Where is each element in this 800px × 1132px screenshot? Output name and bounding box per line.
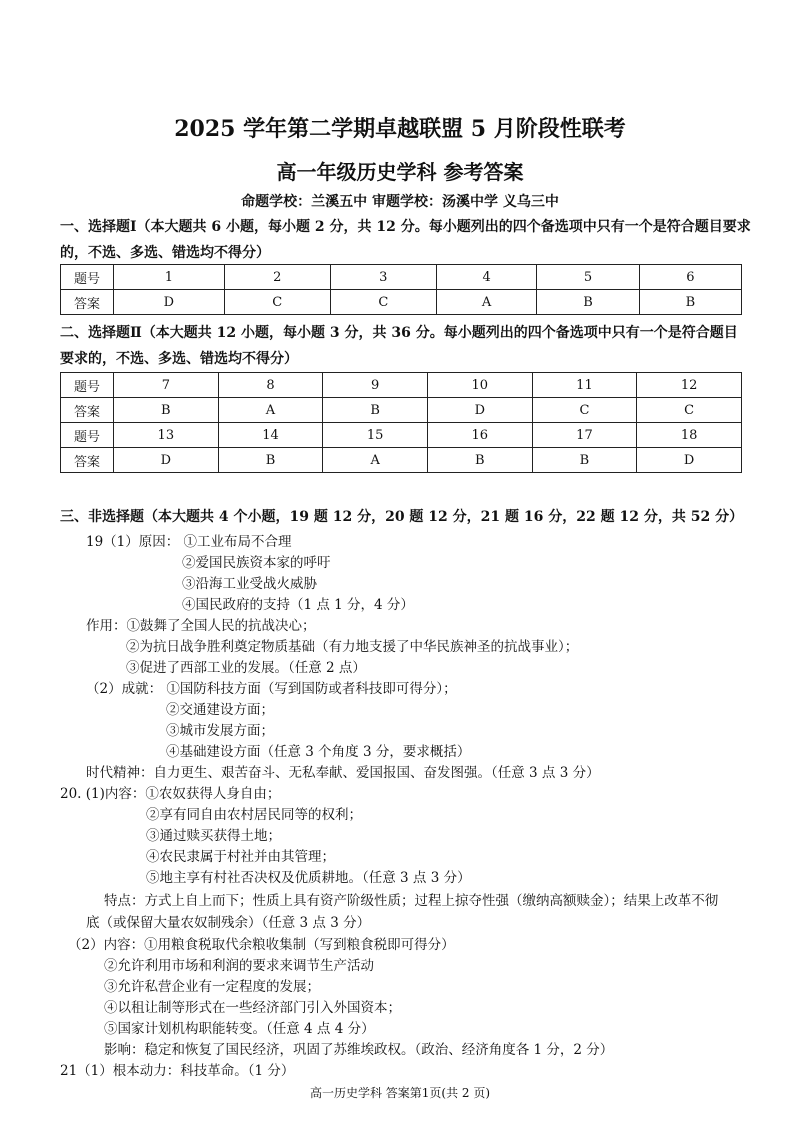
table-cell: B <box>218 448 323 473</box>
table-cell: 14 <box>218 423 323 448</box>
q19-reason: ④国民政府的支持（1 点 1 分，4 分） <box>182 597 414 613</box>
table-cell: B <box>114 398 219 423</box>
q20-content: ⑤地主享有村社否决权及优质耕地。（任意 3 点 3 分） <box>146 870 471 886</box>
table-cell: 10 <box>427 373 532 398</box>
table-cell: 2 <box>224 265 330 290</box>
section3-heading: 三、非选择题（本大题共 4 个小题，19 题 12 分，20 题 12 分，21 题 16 分，22 题 12 分，共 52 分） <box>60 509 744 525</box>
q19-achievement: （2）成就： ①国防科技方面（写到国防或者科技即可得分）； <box>86 681 457 697</box>
q19-effect: ②为抗日战争胜利奠定物质基础（有力地支援了中华民族神圣的抗战事业）； <box>126 639 579 655</box>
q19-reason: ③沿海工业受战火威胁 <box>182 576 317 592</box>
table-cell: 7 <box>114 373 219 398</box>
schools-line: 命题学校：兰溪五中 审题学校：汤溪中学 义乌三中 <box>241 194 559 210</box>
table-cell: C <box>330 290 436 315</box>
table-cell: 答案 <box>61 448 114 473</box>
table-row <box>61 423 742 448</box>
table-cell: A <box>218 398 323 423</box>
table-cell: 3 <box>330 265 436 290</box>
table-cell: 6 <box>639 265 741 290</box>
table-cell: 答案 <box>61 290 114 315</box>
table-cell: 12 <box>637 373 742 398</box>
page-subtitle: 高一年级历史学科 参考答案 <box>276 160 524 184</box>
q20-policy: （2）内容：①用粮食税取代余粮收集制（写到粮食税即可得分） <box>68 937 455 953</box>
q20-content: 20. (1)内容：①农奴获得人身自由； <box>60 786 281 802</box>
section2-heading: 二、选择题Ⅱ（本大题共 12 小题，每小题 3 分，共 36 分。每小题列出的四个备选项中只有一个是符合题目 <box>60 325 738 341</box>
q20-content: ③通过赎买获得土地； <box>146 828 281 844</box>
q20-policy: ⑤国家计划机构职能转变。（任意 4 点 4 分） <box>104 1021 375 1037</box>
table-cell: 15 <box>323 423 428 448</box>
q20-content: ②享有同自由农村居民同等的权利； <box>146 807 362 823</box>
table-row <box>61 265 742 290</box>
table-cell: 18 <box>637 423 742 448</box>
q19-reason: ②爱国民族资本家的呼吁 <box>182 555 331 571</box>
table-cell: 题号 <box>61 373 114 398</box>
q20-policy: ④以租让制等形式在一些经济部门引入外国资本； <box>104 1000 401 1016</box>
table-cell: B <box>639 290 741 315</box>
table-cell: A <box>323 448 428 473</box>
table-cell: 8 <box>218 373 323 398</box>
table-cell: D <box>427 398 532 423</box>
table-cell: B <box>537 290 639 315</box>
table-cell: 11 <box>532 373 637 398</box>
table-cell: C <box>224 290 330 315</box>
table-row <box>61 398 742 423</box>
table-cell: 5 <box>537 265 639 290</box>
page-footer: 高一历史学科 答案第1页(共 2 页) <box>309 1086 491 1100</box>
table-cell: 9 <box>323 373 428 398</box>
q20-policy: ②允许利用市场和利润的要求来调节生产活动 <box>104 958 374 974</box>
q20-feature: 特点：方式上自上而下；性质上具有资产阶级性质；过程上掠夺性强（缴纳高额赎金）；结果上改革不彻 <box>104 893 719 909</box>
q21-line: 21（1）根本动力：科技革命。（1 分） <box>60 1063 295 1079</box>
table-cell: 4 <box>436 265 537 290</box>
table-cell: 16 <box>427 423 532 448</box>
answer-table-1 <box>60 264 742 315</box>
q20-impact: 影响：稳定和恢复了国民经济，巩固了苏维埃政权。（政治、经济角度各 1 分，2 分） <box>104 1042 614 1058</box>
table-cell: C <box>532 398 637 423</box>
table-cell: B <box>323 398 428 423</box>
q19-reason: 19（1）原因： ①工业布局不合理 <box>86 534 292 550</box>
table-cell: 17 <box>532 423 637 448</box>
q20-content: ④农民隶属于村社并由其管理； <box>146 849 335 865</box>
table-cell: 1 <box>114 265 225 290</box>
page-title: 2025 学年第二学期卓越联盟 5 月阶段性联考 <box>174 116 626 142</box>
q20-policy: ③允许私营企业有一定程度的发展； <box>104 979 320 995</box>
table-cell: 题号 <box>61 423 114 448</box>
q19-achievement: ④基础建设方面（任意 3 个角度 3 分，要求概括） <box>166 744 471 760</box>
section2-heading-cont: 要求的，不选、多选、错选均不得分） <box>60 351 298 367</box>
table-cell: A <box>436 290 537 315</box>
table-cell: D <box>637 448 742 473</box>
table-cell: C <box>637 398 742 423</box>
q19-effect: ③促进了西部工业的发展。（任意 2 点） <box>126 660 366 676</box>
table-cell: D <box>114 448 219 473</box>
answer-table-2 <box>60 372 742 473</box>
table-cell: 13 <box>114 423 219 448</box>
table-row <box>61 448 742 473</box>
table-cell: 答案 <box>61 398 114 423</box>
q19-effect: 作用：①鼓舞了全国人民的抗战决心； <box>86 618 316 634</box>
section1-heading: 一、选择题Ⅰ（本大题共 6 小题，每小题 2 分，共 12 分。每小题列出的四个备选项中只有一个是符合题目要求 <box>60 219 751 235</box>
table-cell: B <box>532 448 637 473</box>
table-cell: D <box>114 290 225 315</box>
table-row <box>61 373 742 398</box>
q19-achievement: ②交通建设方面； <box>166 702 274 718</box>
q19-achievement: ③城市发展方面； <box>166 723 274 739</box>
section1-heading-cont: 的，不选、多选、错选均不得分） <box>60 245 270 261</box>
table-cell: B <box>427 448 532 473</box>
q20-feature: 底（或保留大量农奴制残余）（任意 3 点 3 分） <box>86 915 371 931</box>
table-cell: 题号 <box>61 265 114 290</box>
table-row <box>61 290 742 315</box>
q19-spirit: 时代精神：自力更生、艰苦奋斗、无私奉献、爱国报国、奋发图强。（任意 3 点 3 分） <box>86 765 600 781</box>
